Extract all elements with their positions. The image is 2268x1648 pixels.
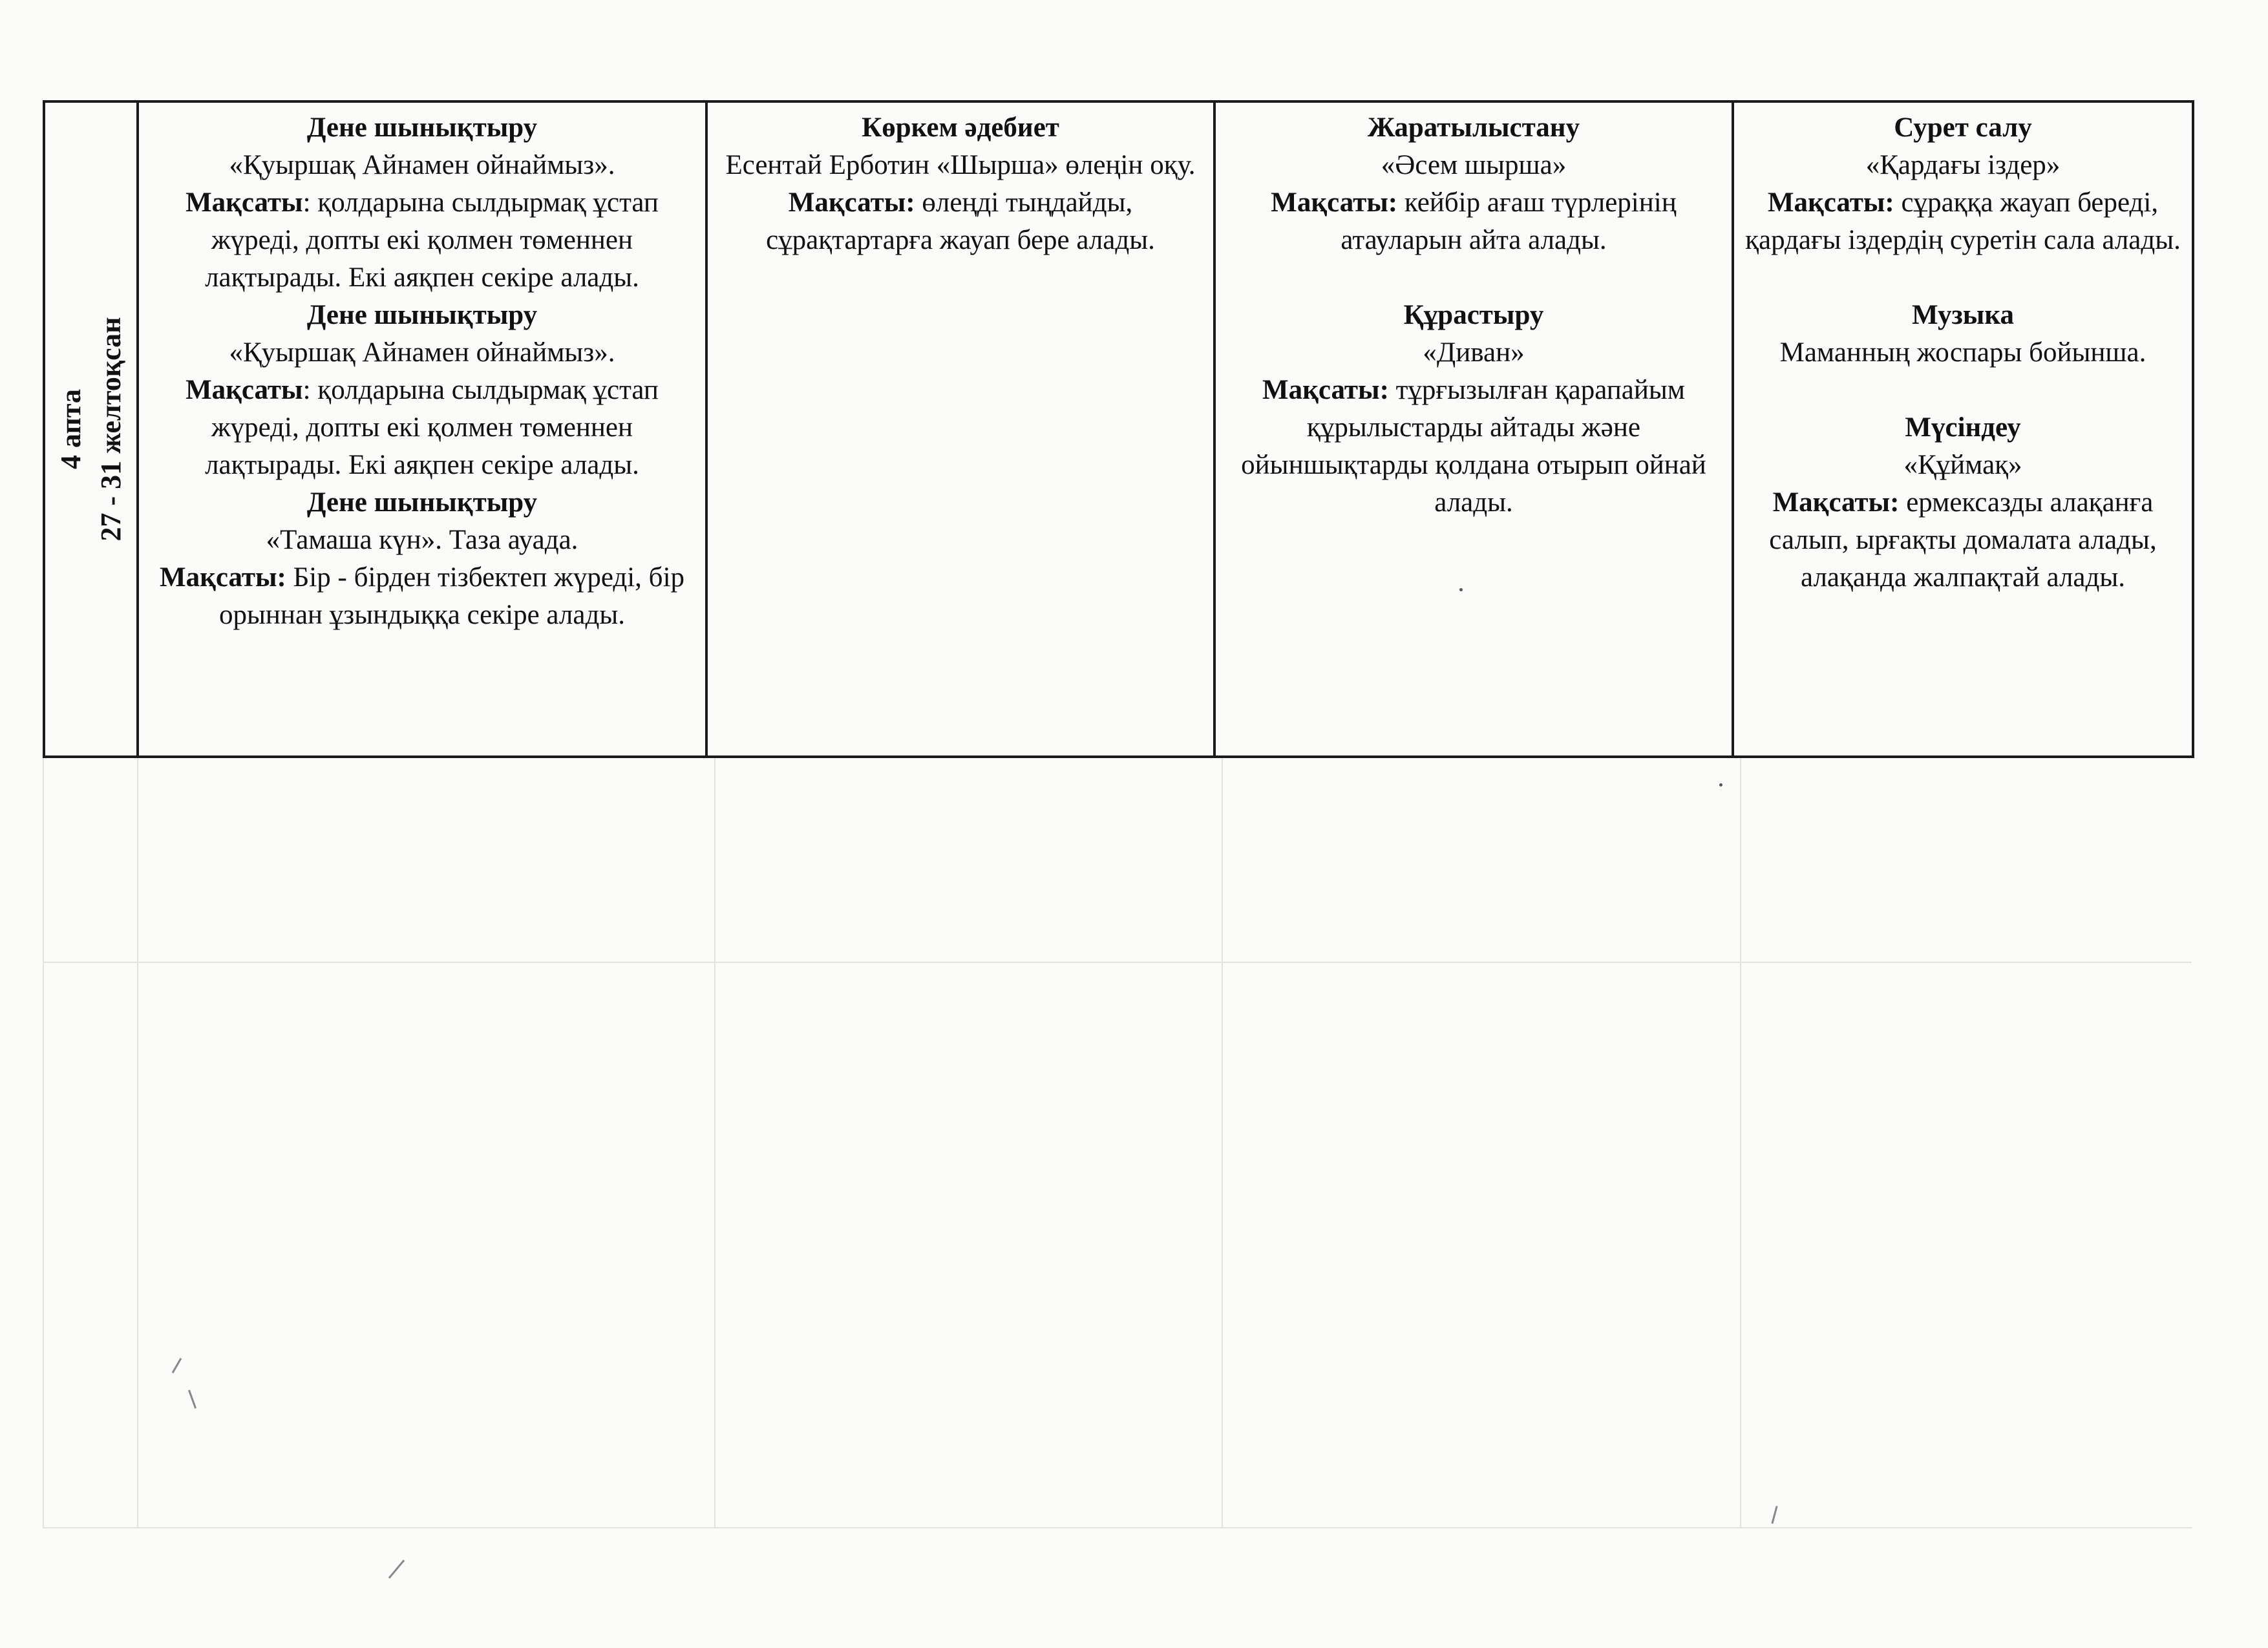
subject-title: Дене шынықтыру	[306, 300, 538, 330]
bleed-through-line	[43, 1527, 2192, 1528]
subject-title: Дене шынықтыру	[306, 487, 538, 518]
subject-title: Сурет салу	[1894, 112, 2032, 143]
goal-label: Мақсаты:	[159, 562, 286, 593]
goal-text: тұрғызылған қарапайым құрылыстарды айтады және ойыншықтарды қолдана отырып ойнай алады.	[1241, 375, 1706, 518]
week-label	[51, 138, 131, 720]
scan-mark	[388, 1559, 405, 1579]
scan-speck	[1719, 783, 1722, 787]
activity-goal	[148, 184, 696, 297]
week-dates: 27 - 31 желтоқсан	[94, 317, 127, 542]
subject-title: Мүсіндеу	[1905, 412, 2021, 443]
goal-text: Бір - бірден тізбектеп жүреді, бір орыннан ұзындыққа секіре алады.	[219, 562, 685, 630]
activity-block	[148, 484, 696, 634]
goal-label: Мақсаты:	[1772, 487, 1900, 518]
activity-goal	[148, 372, 696, 484]
goal-text: : қолдарына сылдырмақ ұстап жүреді, допты екі қолмен төменнен лақтырады. Екі аяқпен секіре алады.	[205, 187, 659, 293]
bleed-through-line	[714, 758, 715, 1527]
weekly-plan-table	[43, 100, 2194, 758]
activity-topic: «Қуыршақ Айнамен ойнаймыз».	[229, 337, 615, 368]
scan-speck	[1459, 588, 1463, 591]
activity-cell-physical-education	[138, 101, 706, 757]
activity-goal	[717, 184, 1204, 259]
activity-cell-arts	[1733, 101, 2193, 757]
goal-label: Мақсаты:	[1271, 187, 1398, 218]
activity-block	[1743, 409, 2183, 597]
goal-text: өлеңді тыңдайды, сұрақтартарға жауап бере алады.	[766, 187, 1155, 255]
goal-label: Мақсаты:	[1262, 375, 1389, 405]
week-number: 4 апта	[54, 389, 87, 469]
goal-label: Мақсаты	[185, 375, 303, 405]
scan-mark	[1771, 1506, 1777, 1524]
subject-title: Көркем әдебиет	[862, 112, 1059, 143]
scan-mark	[172, 1358, 182, 1373]
activity-block	[717, 109, 1204, 259]
activity-cell-literature	[706, 101, 1214, 757]
activity-block	[1225, 109, 1722, 259]
activity-goal	[148, 559, 696, 634]
activity-topic: Маманның жоспары бойынша.	[1779, 337, 2146, 368]
activity-goal	[1743, 484, 2183, 597]
activity-topic: Есентай Ерботин «Шырша» өлеңін оқу.	[725, 150, 1196, 180]
goal-text: : қолдарына сылдырмақ ұстап жүреді, допты екі қолмен төменнен лақтырады. Екі аяқпен секіре алады.	[205, 375, 659, 480]
activity-topic: «Қардағы іздер»	[1865, 150, 2061, 180]
activity-topic: «Тамаша күн». Таза ауада.	[266, 525, 578, 555]
activity-topic: «Қуыршақ Айнамен ойнаймыз».	[229, 150, 615, 180]
goal-label: Мақсаты:	[1767, 187, 1894, 218]
activity-goal	[1225, 184, 1722, 259]
scan-mark	[188, 1389, 196, 1408]
goal-text: кейбір ағаш түрлерінің атауларын айта алады.	[1341, 187, 1677, 255]
activity-block	[1743, 297, 2183, 372]
activity-topic: «Диван»	[1423, 337, 1525, 368]
subject-title: Құрастыру	[1403, 300, 1544, 330]
table-row	[44, 101, 2193, 757]
activity-goal	[1743, 184, 2183, 259]
bleed-through-line	[137, 758, 138, 1527]
goal-text: ермексазды алақанға салып, ырғақты домалата алады, алақанда жалпақтай алады.	[1769, 487, 2157, 593]
week-cell	[44, 101, 138, 757]
subject-title: Дене шынықтыру	[306, 112, 538, 143]
activity-block	[148, 109, 696, 297]
activity-goal	[1225, 372, 1722, 522]
subject-title: Музыка	[1912, 300, 2014, 330]
subject-title: Жаратылыстану	[1367, 112, 1580, 143]
activity-topic: «Әсем шырша»	[1381, 150, 1567, 180]
goal-label: Мақсаты	[185, 187, 303, 218]
bleed-through-line	[1740, 758, 1741, 1527]
goal-label: Мақсаты:	[788, 187, 915, 218]
activity-block	[148, 297, 696, 484]
activity-topic: «Құймақ»	[1903, 450, 2022, 480]
bleed-through-line	[43, 758, 44, 1527]
bleed-through-line	[43, 962, 2192, 963]
activity-block	[1743, 109, 2183, 259]
goal-text: сұраққа жауап береді, қардағы іздердің суретін сала алады.	[1745, 187, 2181, 255]
activity-block	[1225, 297, 1722, 522]
activity-cell-science	[1214, 101, 1733, 757]
bleed-through-line	[1222, 758, 1223, 1527]
